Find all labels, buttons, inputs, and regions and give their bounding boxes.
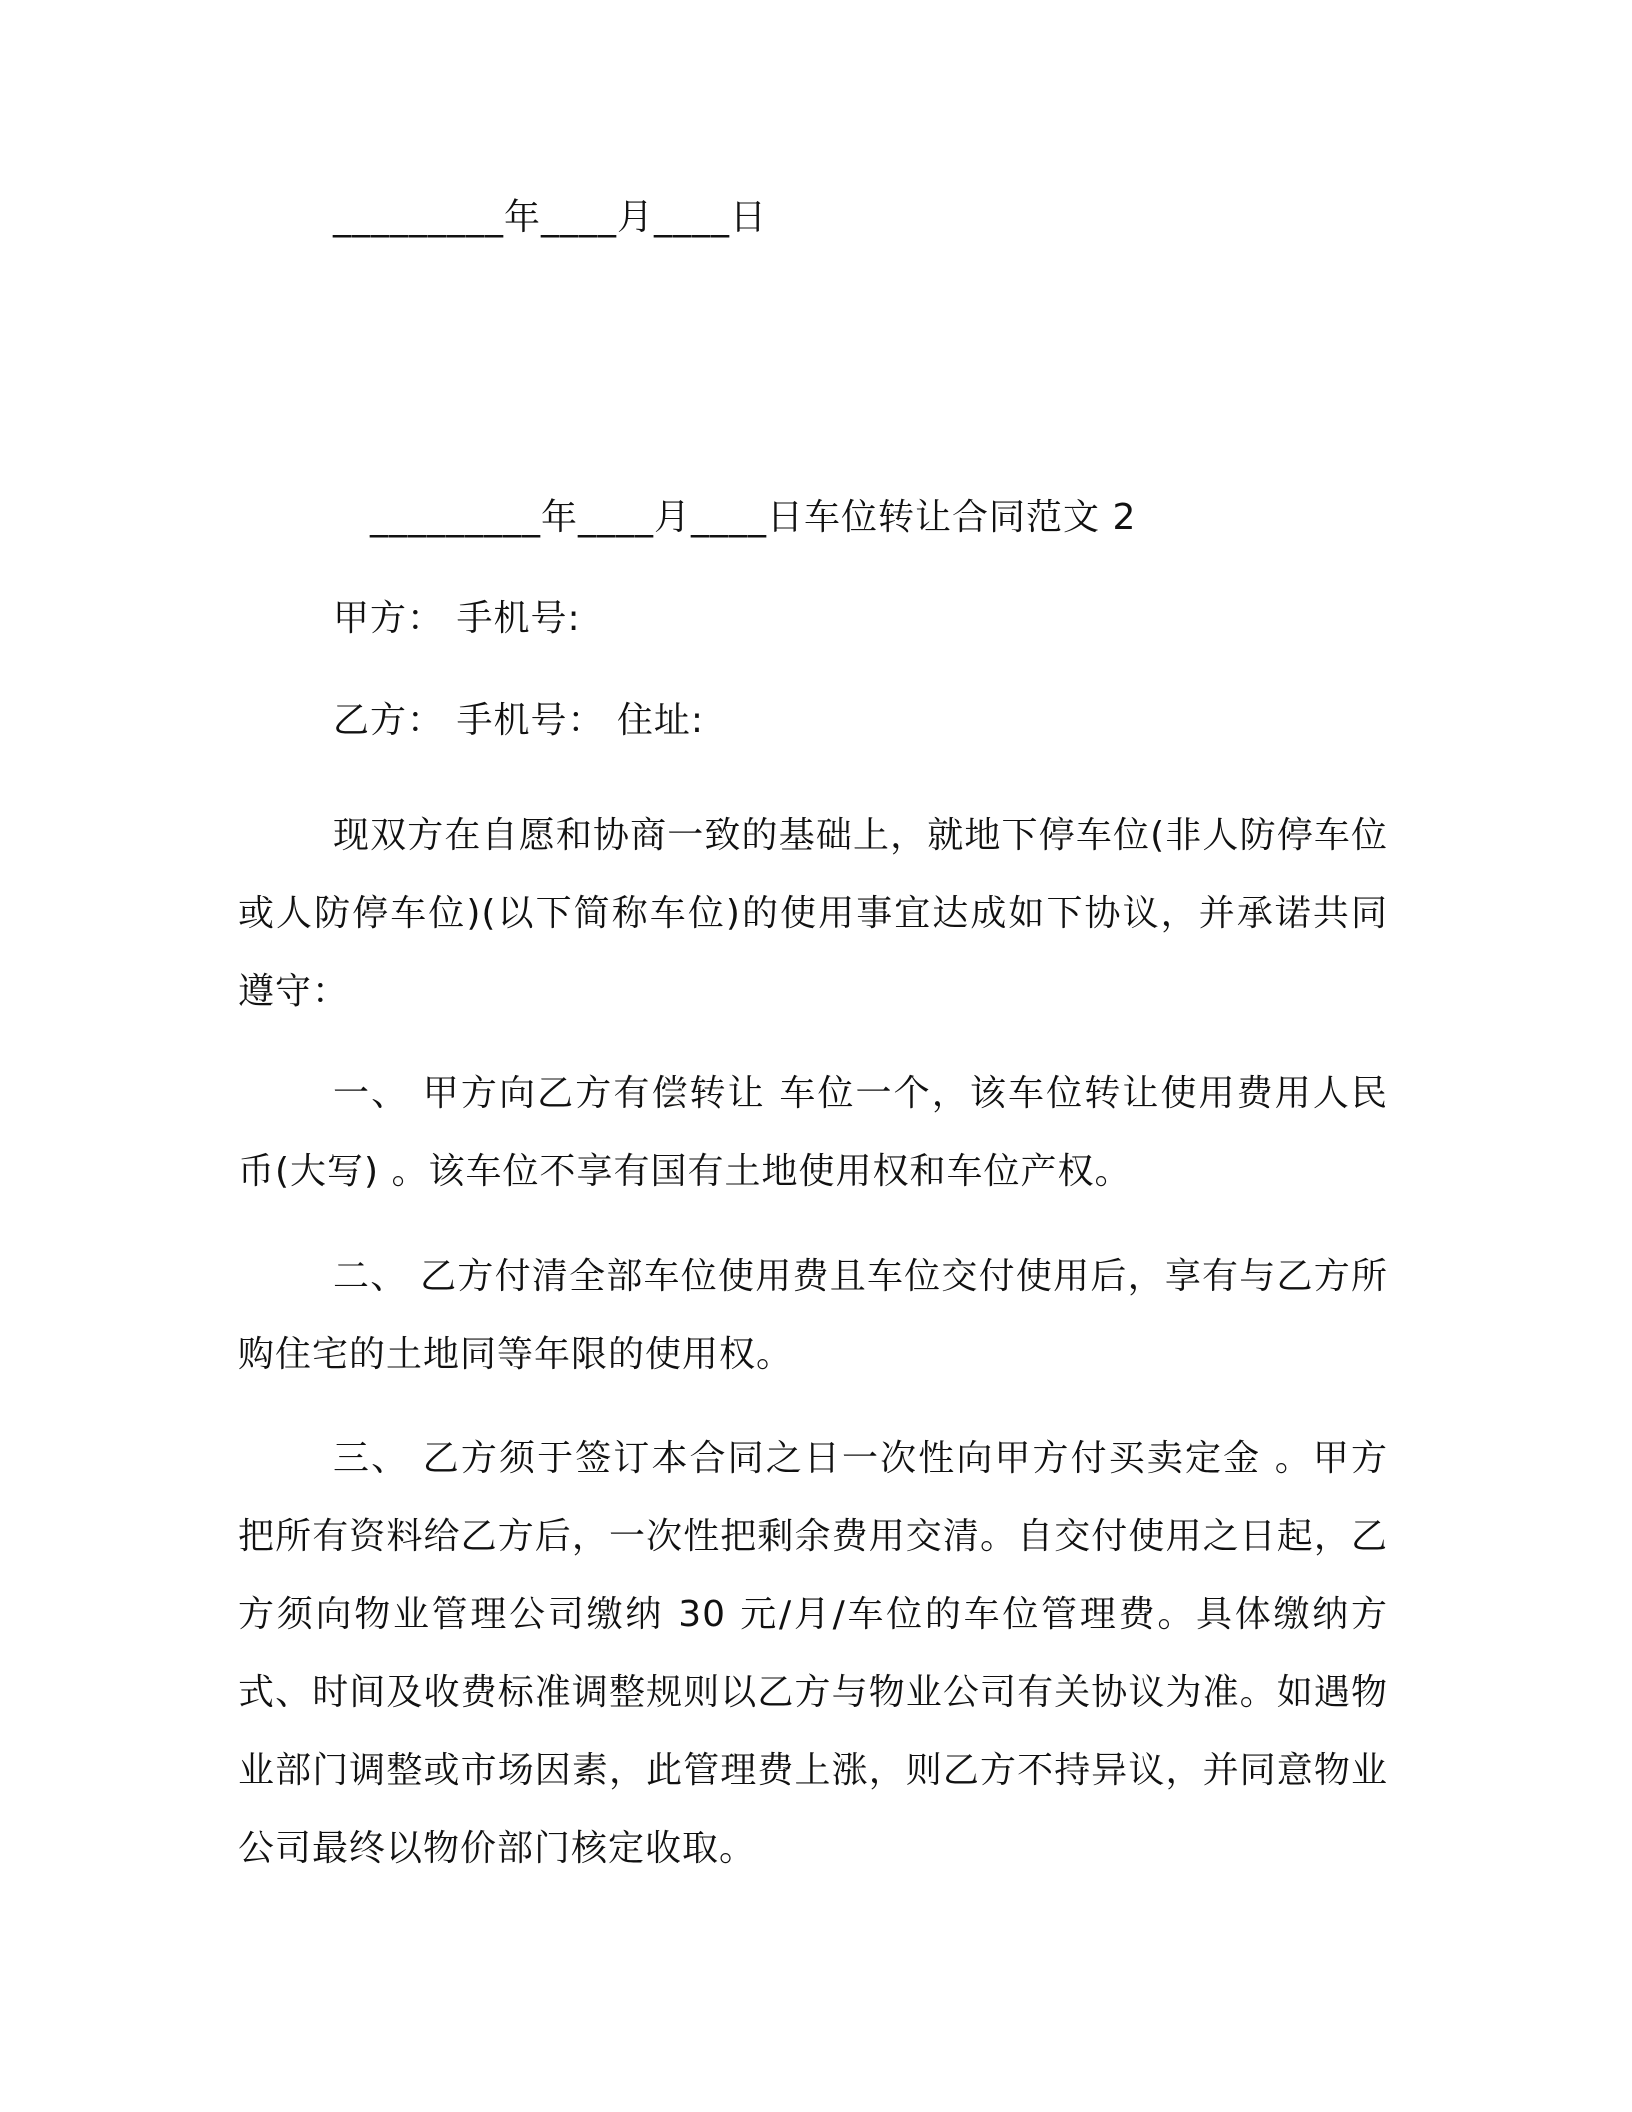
party-b-line: 乙方： 手机号： 住址: — [333, 700, 705, 741]
intro-paragraph: 现双方在自愿和协商一致的基础上，就地下停车位(非人防停车位或人防停车位)(以下简称车位)的使用事宜达成如下协议，并承诺共同遵守： — [238, 815, 1388, 1012]
clause-2-paragraph: 二、 乙方付清全部车位使用费且车位交付使用后，享有与乙方所购住宅的土地同等年限的使用权。 — [238, 1256, 1388, 1375]
date-line: _________年____月____日 — [333, 197, 767, 238]
contract-title: _________年____月____日车位转让合同范文 2 — [370, 497, 1137, 538]
clause-3-paragraph: 三、 乙方须于签订本合同之日一次性向甲方付买卖定金 。甲方把所有资料给乙方后，一次性把剩余费用交清。自交付使用之日起，乙方须向物业管理公司缴纳 30 元/月/车位的车位管理费。具体缴纳方式、时间及收费标准调整规则以乙方与物业公司有关协议为准。如遇物业部门调整或市场因素，此管理费上涨，则乙方不持异议，并同意物业公司最终以物价部门核定收取。 — [238, 1438, 1388, 1869]
party-a-line: 甲方： 手机号: — [333, 598, 581, 639]
clause-1-paragraph: 一、 甲方向乙方有偿转让 车位一个，该车位转让使用费用人民币(大写) 。该车位不享有国有土地使用权和车位产权。 — [238, 1073, 1388, 1192]
